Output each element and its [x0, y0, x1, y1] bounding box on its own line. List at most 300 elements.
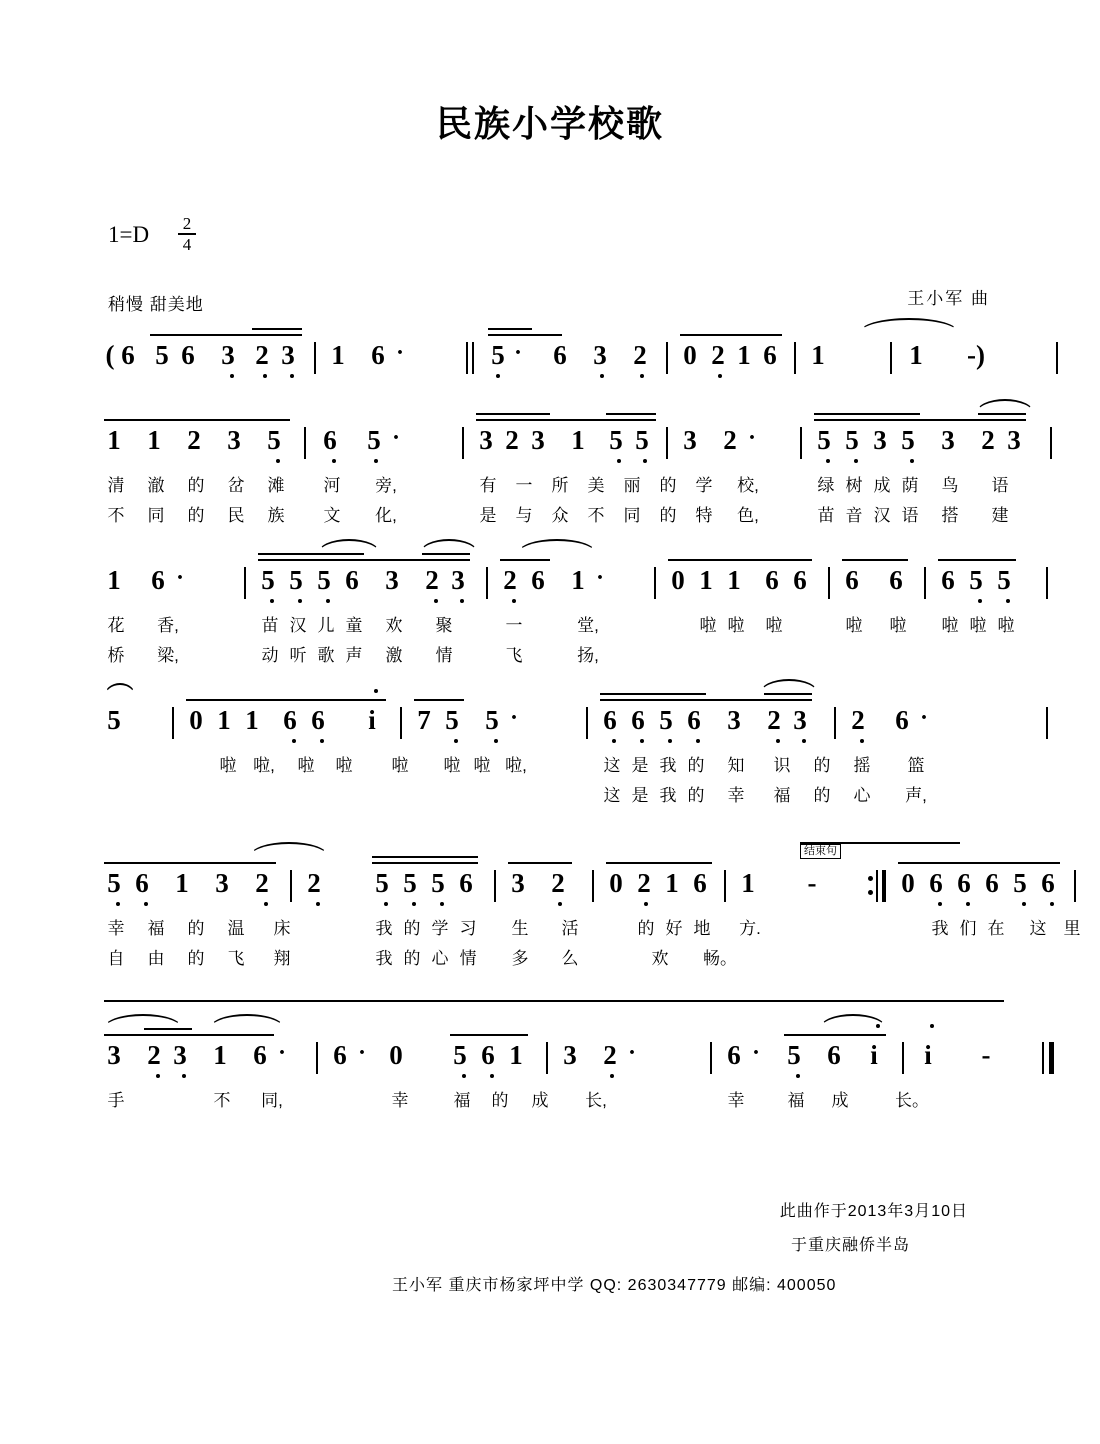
note: 2 [503, 565, 517, 595]
lyric-syllable: 特 [695, 506, 713, 525]
lyric-syllable: 啦, [253, 756, 275, 775]
tempo-marking: 稍慢 甜美地 [108, 295, 204, 314]
barline [666, 342, 668, 374]
octave-dot [802, 739, 806, 743]
note: 3 [563, 1040, 577, 1070]
note: -) [967, 340, 985, 370]
note: 5 [817, 425, 831, 455]
note: 6 [135, 868, 149, 898]
octave-dot [320, 739, 324, 743]
note: 6 [1041, 868, 1055, 898]
octave-dot [144, 902, 148, 906]
lyric-syllable: 绿 [817, 476, 835, 495]
lyric-syllable: 里 [1063, 919, 1081, 938]
lyric-syllable: 成 [531, 1091, 549, 1110]
lyric-syllable: 动 [261, 646, 279, 665]
lyric-syllable: 的 [491, 1091, 509, 1110]
lyric-syllable: 温 [227, 919, 245, 938]
beam [898, 862, 1060, 864]
lyric-syllable: 么 [561, 949, 579, 968]
beam [252, 328, 302, 330]
note-dot: · [509, 705, 519, 731]
lyric-syllable: 所 [551, 476, 569, 495]
lyric-syllable: 啦 [997, 616, 1015, 635]
lyric-syllable: 福 [147, 919, 165, 938]
lyric-syllable: 族 [267, 506, 285, 525]
lyric-syllable: 这 [603, 756, 621, 775]
octave-dot [276, 459, 280, 463]
note: 6 [531, 565, 545, 595]
note: 0 [671, 565, 685, 595]
octave-dot [156, 1074, 160, 1078]
note: 1 [509, 1040, 523, 1070]
octave-dot [490, 1074, 494, 1078]
note: 5 [107, 868, 121, 898]
note: 3 [873, 425, 887, 455]
meter-numerator: 2 [182, 214, 192, 233]
note: i [870, 1040, 878, 1070]
lyric-syllable: 不 [107, 506, 125, 525]
lyric-syllable: 苗 [817, 506, 835, 525]
barline [890, 342, 892, 374]
note: 6 [121, 340, 135, 370]
system-5-lyric-line-1 [100, 914, 1081, 944]
lyric-syllable: 学 [431, 919, 449, 938]
note: 3 [941, 425, 955, 455]
note: 1 [331, 340, 345, 370]
octave-dot [910, 459, 914, 463]
octave-dot [182, 1074, 186, 1078]
note: 6 [957, 868, 971, 898]
lyric-syllable: 啦 [473, 756, 491, 775]
lyric-syllable: 我 [659, 786, 677, 805]
note: 6 [371, 340, 385, 370]
note-dot: · [357, 1040, 367, 1066]
lyric-syllable: 啦 [765, 616, 783, 635]
note: 6 [845, 565, 859, 595]
lyric-syllable: 福 [453, 1091, 471, 1110]
beam [104, 862, 276, 864]
lyric-syllable: 聚 [435, 616, 453, 635]
barline [666, 427, 668, 459]
note-dot: · [919, 705, 929, 731]
note: 3 [227, 425, 241, 455]
lyric-syllable: 长, [585, 1091, 607, 1110]
octave-dot [776, 739, 780, 743]
octave-dot [617, 459, 621, 463]
footer-location: 于重庆融侨半岛 [790, 1237, 910, 1254]
note: 3 [107, 1040, 121, 1070]
note-dot: · [747, 425, 757, 451]
beam [150, 334, 302, 336]
note: i [368, 705, 376, 735]
lyric-syllable: 河 [323, 476, 341, 495]
lyric-syllable: 的 [187, 476, 205, 495]
note: 3 [451, 565, 465, 595]
barline [316, 1042, 318, 1074]
octave-dot [1006, 599, 1010, 603]
system-4-lyric-line-2 [100, 781, 1000, 811]
note: 0 [609, 868, 623, 898]
lyric-syllable: 化, [375, 506, 397, 525]
octave-dot [290, 374, 294, 378]
lyric-syllable: 不 [213, 1091, 231, 1110]
note: 6 [603, 705, 617, 735]
system-4-notes [100, 705, 1000, 751]
lyric-syllable: 建 [991, 506, 1009, 525]
beam [450, 1034, 528, 1036]
octave-dot [270, 599, 274, 603]
lyric-syllable: 欢 [651, 949, 669, 968]
octave-dot [454, 739, 458, 743]
note: 1 [699, 565, 713, 595]
system-3-notes [100, 565, 1011, 611]
beam [476, 413, 550, 415]
beam [372, 862, 478, 864]
footer-composition-date: 此曲作于2013年3月10日 [779, 1203, 968, 1220]
note: 2 [633, 340, 647, 370]
lyric-syllable: 汉 [289, 616, 307, 635]
lyric-syllable: 学 [695, 476, 713, 495]
octave-dot [1050, 902, 1054, 906]
barline [654, 567, 656, 599]
octave-dot-high [374, 689, 378, 693]
note: ( [105, 340, 115, 370]
lyric-syllable: 美 [587, 476, 605, 495]
system-2 [100, 425, 1021, 531]
note: 2 [723, 425, 737, 455]
slur [976, 399, 1034, 413]
lyric-syllable: 啦 [889, 616, 907, 635]
system-2-notes [100, 425, 1021, 471]
lyric-syllable: 福 [787, 1091, 805, 1110]
note: 6 [889, 565, 903, 595]
lyric-syllable: 情 [459, 949, 477, 968]
lyric-syllable: 旁, [375, 476, 397, 495]
note: 2 [307, 868, 321, 898]
note: 2 [425, 565, 439, 595]
repeat-barline-thick [882, 870, 886, 902]
octave-dot [796, 1074, 800, 1078]
system-5-lyric-line-2 [100, 944, 1000, 974]
lyric-syllable: 滩 [267, 476, 285, 495]
lyric-syllable: 香, [157, 616, 179, 635]
lyric-syllable: 校, [737, 476, 759, 495]
beam [186, 699, 386, 701]
note-dot: · [513, 340, 523, 366]
note: 2 [603, 1040, 617, 1070]
note-dot: · [175, 565, 185, 591]
note: 6 [793, 565, 807, 595]
lyric-syllable: 民 [227, 506, 245, 525]
lyric-syllable: 与 [515, 506, 533, 525]
lyric-syllable: 知 [727, 756, 745, 775]
note: 5 [659, 705, 673, 735]
lyric-syllable: 这 [603, 786, 621, 805]
lyric-syllable: 丽 [623, 476, 641, 495]
beam [500, 559, 550, 561]
lyric-syllable: 同, [261, 1091, 283, 1110]
lyric-syllable: 鸟 [941, 476, 959, 495]
key-signature: 1=D [108, 222, 150, 247]
slur [518, 539, 596, 553]
beam [422, 553, 470, 555]
octave-dot [412, 902, 416, 906]
lyric-syllable: 啦, [505, 756, 527, 775]
barline [724, 870, 726, 902]
system-2-lyric-line-1 [100, 471, 1009, 501]
lyric-syllable: 这 [1029, 919, 1047, 938]
note: 2 [551, 868, 565, 898]
note: 5 [491, 340, 505, 370]
system-4 [100, 705, 1000, 811]
lyric-syllable: 啦 [699, 616, 717, 635]
note-dot: · [395, 340, 405, 366]
lyric-syllable: 的 [813, 756, 831, 775]
meter-denominator: 4 [182, 235, 192, 254]
barline [834, 707, 836, 739]
barline [172, 707, 174, 739]
lyric-syllable: 音 [845, 506, 863, 525]
lyric-syllable: 文 [323, 506, 341, 525]
system-6-lyric-line-1 [100, 1086, 1000, 1116]
note: 3 [793, 705, 807, 735]
note: 5 [901, 425, 915, 455]
note: 1 [571, 565, 585, 595]
slur [820, 1014, 886, 1028]
barline [486, 567, 488, 599]
system-1 [100, 340, 1000, 386]
lyric-syllable: 由 [147, 949, 165, 968]
barline [290, 870, 292, 902]
beam [938, 559, 1016, 561]
lyric-syllable: 是 [479, 506, 497, 525]
note: 3 [479, 425, 493, 455]
lyric-syllable: 成 [831, 1091, 849, 1110]
repeat-barline [876, 870, 878, 902]
note: 6 [727, 1040, 741, 1070]
note: 2 [187, 425, 201, 455]
octave-dot [610, 1074, 614, 1078]
octave-dot [512, 599, 516, 603]
repeat-dot [868, 890, 873, 895]
note: 5 [997, 565, 1011, 595]
note: 2 [255, 868, 269, 898]
octave-dot [640, 374, 644, 378]
slur [318, 539, 380, 553]
system-5-notes [100, 868, 1055, 914]
lyric-syllable: 花 [107, 616, 125, 635]
note: 1 [107, 425, 121, 455]
system-3-lyric-line-2 [100, 641, 1000, 671]
note: 6 [985, 868, 999, 898]
octave-dot [384, 902, 388, 906]
note: 6 [765, 565, 779, 595]
note: 2 [505, 425, 519, 455]
lyric-syllable: 荫 [901, 476, 919, 495]
octave-dot [460, 599, 464, 603]
note: 2 [767, 705, 781, 735]
barline [1046, 707, 1048, 739]
barline [924, 567, 926, 599]
note: 3 [531, 425, 545, 455]
note: 1 [665, 868, 679, 898]
system-3 [100, 565, 1015, 671]
octave-dot [668, 739, 672, 743]
lyric-syllable: 活 [561, 919, 579, 938]
lyric-syllable: 桥 [107, 646, 125, 665]
beam [600, 699, 812, 701]
barline [800, 427, 802, 459]
beam [606, 862, 712, 864]
note: 1 [909, 340, 923, 370]
barline [494, 870, 496, 902]
beam [258, 553, 364, 555]
lyric-syllable: 同 [623, 506, 641, 525]
note-dot: · [751, 1040, 761, 1066]
barline [902, 1042, 904, 1074]
octave-dot [718, 374, 722, 378]
octave-dot [116, 902, 120, 906]
beam [784, 1034, 886, 1036]
note-dot: · [595, 565, 605, 591]
note: 5 [317, 565, 331, 595]
note: 0 [683, 340, 697, 370]
lyric-syllable: 畅。 [703, 949, 737, 968]
barline [546, 1042, 548, 1074]
note: 0 [389, 1040, 403, 1070]
slur [250, 842, 328, 856]
note: 5 [969, 565, 983, 595]
note: 6 [333, 1040, 347, 1070]
lyric-syllable: 的 [813, 786, 831, 805]
octave-dot [462, 1074, 466, 1078]
slur [210, 1014, 284, 1028]
lyric-syllable: 我 [375, 919, 393, 938]
lyric-syllable: 的 [187, 919, 205, 938]
octave-dot [644, 902, 648, 906]
lyric-syllable: 同 [147, 506, 165, 525]
lyric-syllable: 的 [659, 476, 677, 495]
note: 5 [1013, 868, 1027, 898]
barline [794, 342, 796, 374]
octave-dot [643, 459, 647, 463]
beam [600, 693, 706, 695]
barline [304, 427, 306, 459]
lyric-syllable: 扬, [577, 646, 599, 665]
lyric-syllable: 色, [737, 506, 759, 525]
note: 3 [683, 425, 697, 455]
octave-dot [332, 459, 336, 463]
note: 5 [453, 1040, 467, 1070]
note: 2 [981, 425, 995, 455]
beam [258, 559, 470, 561]
lyric-syllable: 激 [385, 646, 403, 665]
lyric-syllable: 啦 [443, 756, 461, 775]
note: 6 [283, 705, 297, 735]
barline [472, 342, 474, 374]
lyric-syllable: 众 [551, 506, 569, 525]
note: 0 [901, 868, 915, 898]
lyric-syllable: 我 [659, 756, 677, 775]
note: 2 [711, 340, 725, 370]
note: 5 [445, 705, 459, 735]
beam [508, 862, 572, 864]
lyric-syllable: 的 [659, 506, 677, 525]
note: 6 [895, 705, 909, 735]
system-3-lyric-line-1 [100, 611, 1015, 641]
lyric-syllable: 翔 [273, 949, 291, 968]
lyric-syllable: 啦 [391, 756, 409, 775]
lyric-syllable: 儿 [317, 616, 335, 635]
beam [606, 413, 656, 415]
beam [764, 693, 812, 695]
barline [586, 707, 588, 739]
barline [462, 427, 464, 459]
octave-dot [696, 739, 700, 743]
octave-dot [292, 739, 296, 743]
lyric-syllable: 摇 [853, 756, 871, 775]
repeat-dot [868, 876, 873, 881]
note: 5 [367, 425, 381, 455]
system-1-notes [100, 340, 1000, 386]
barline [400, 707, 402, 739]
lyric-syllable: 声 [345, 646, 363, 665]
note-dot: · [627, 1040, 637, 1066]
octave-dot [978, 599, 982, 603]
barline [828, 567, 830, 599]
octave-dot [640, 739, 644, 743]
octave-dot [374, 459, 378, 463]
note: 1 [107, 565, 121, 595]
lyric-syllable: 成 [873, 476, 891, 495]
octave-dot [860, 739, 864, 743]
lyric-syllable: 福 [773, 786, 791, 805]
note-dot: · [277, 1040, 287, 1066]
lyric-syllable: 手 [107, 1091, 125, 1110]
time-signature [176, 215, 198, 253]
lyric-syllable: 的 [187, 949, 205, 968]
note: 5 [267, 425, 281, 455]
note: 6 [459, 868, 473, 898]
lyric-syllable: 的 [403, 919, 421, 938]
note: 5 [375, 868, 389, 898]
note: 5 [845, 425, 859, 455]
octave-dot [316, 902, 320, 906]
slur [860, 318, 958, 332]
note: 1 [727, 565, 741, 595]
lyric-syllable: 欢 [385, 616, 403, 635]
lyric-syllable: 啦 [969, 616, 987, 635]
note: 3 [221, 340, 235, 370]
note: 2 [255, 340, 269, 370]
barline [466, 342, 468, 374]
lyric-syllable: 生 [511, 919, 529, 938]
lyric-syllable: 的 [403, 949, 421, 968]
lyric-syllable: 心 [431, 949, 449, 968]
lyric-syllable: 幸 [727, 1091, 745, 1110]
beam [680, 334, 782, 336]
octave-dot [558, 902, 562, 906]
lyric-syllable: 听 [289, 646, 307, 665]
note: 1 [245, 705, 259, 735]
page-title: 民族小学校歌 [435, 103, 664, 144]
lyric-syllable: 歌 [317, 646, 335, 665]
note: 7 [417, 705, 431, 735]
lyric-syllable: 语 [991, 476, 1009, 495]
lyric-syllable: 清 [107, 476, 125, 495]
lyric-syllable: 的 [187, 506, 205, 525]
